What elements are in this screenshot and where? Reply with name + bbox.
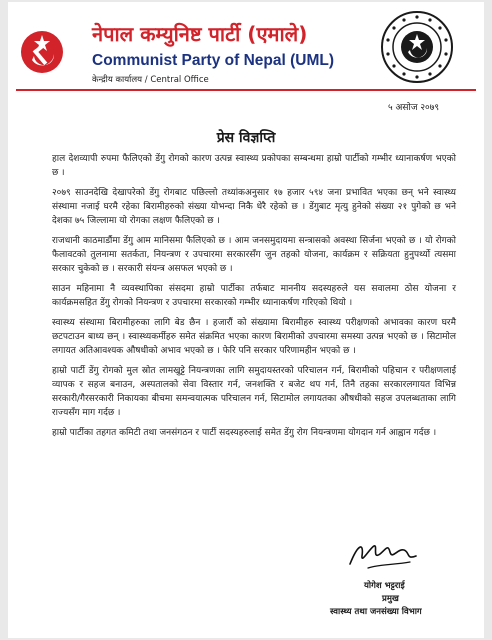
document-body [52, 152, 456, 446]
signatory-name: योगेश भट्टराई [364, 581, 405, 591]
body-paragraph: स्वास्थ्य संस्थामा बिरामीहरुका लागि बेड छैन । हजारौं को संख्यामा बिरामीहरु स्वास्थ्य परीक्षणको अभावका कारण घरमै छटपटाउन बाध्य छन् । स्वास्थ्यकर्मीहरु समेत संक्रमित भएका कारण बिरामीको उपचारमा समस्या उत्पन्न भएको छ । सिटामोल लगायत अतिआवश्यक औषधीको अभाव भएको छ । फेरि पनि सरकार परिणामहीन भएको छ । [52, 318, 456, 356]
document-title: प्रेस विज्ञप्ति [216, 130, 276, 146]
release-date: ५ असोज २०७९ [388, 103, 440, 113]
handwritten-signature [344, 534, 422, 574]
party-name-english: Communist Party of Nepal (UML) [92, 52, 334, 69]
body-paragraph: साउन महिनामा नै व्यवस्थापिका संसदमा हाम्रो पार्टीका तर्फबाट माननीय सदस्यहरुले यस सवालमा ठोस योजना र कार्यक्रमसहित डेंगु रोगको नियन्त्रण र उपचारमा सरकारको गम्भीर ध्यानाकर्षण गरिएको थियो । [52, 284, 456, 308]
hammer-sickle-star-icon [20, 30, 64, 74]
body-paragraph: राजधानी काठमाडौंमा डेंगु आम मानिसमा फैलिएको छ । आम जनसमुदायमा सन्त्रासको अवस्था सिर्जना भएको छ । यो रोगको फैलावटको तुलनामा सतर्कता, नियन्त्रण र उपचारमा सरकारसँग जुन तहको योजना, कार्यक्रम र सक्रियता हुनुपर्थ्यो त्यसमा सरकार चुकेको छ । सरकारी संयन्त्र असफल भएको छ । [52, 236, 456, 274]
office-label: केन्द्रीय कार्यालय / Central Office [92, 75, 209, 85]
body-paragraph: हाम्रो पार्टी डेंगु रोगको मुल स्रोत लामखुट्टे नियन्त्रणका लागि समुदायस्तरको परिचालन गर्न, बिरामीको पहिचान र परीक्षणलाई व्यापक र सहज बनाउन, अस्पतालको सेवा विस्तार गर्न, जनशक्ति र बजेट थप गर्न, तिनै तहका सरकारलगायत विभिन्न सरकारी/गैरसरकारी निकायका बीचमा समन्वयात्मक परिचालन गर्न, सिटामोल लगायतका औषधीको सहज उपलब्धताका लागि राज्यसँग माग गर्दछ । [52, 366, 456, 418]
signatory-department: स्वास्थ्य तथा जनसंख्या विभाग [330, 607, 422, 617]
body-paragraph: २०७९ साउनदेखि देखापरेको डेंगु रोगबाट पछिल्लो तथ्यांकअनुसार १७ हजार ५९४ जना प्रभावित भएका छन् भने स्वास्थ्य संस्थामा नजाई घरमै रहेका बिरामीहरुको संख्या योभन्दा निकै धेरै रहेको छ । डेंगुबाट मृत्यु हुनेको संख्या २१ पुगेको छ भने देशका ७५ जिल्लामा यो रोगका लक्षण फैलिएको छ । [52, 188, 456, 226]
party-seal-icon [380, 10, 454, 84]
header-divider [16, 89, 476, 91]
body-paragraph: हाल देशव्यापी रुपमा फैलिएको डेंगु रोगको कारण उत्पन्न स्वास्थ्य प्रकोपका सम्बन्धमा हाम्रो पार्टीको गम्भीर ध्यानाकर्षण भएको छ । [52, 154, 456, 178]
press-release-sheet [8, 2, 484, 638]
signatory-role: प्रमुख [382, 594, 399, 604]
party-name-nepali: नेपाल कम्युनिष्ट पार्टी (एमाले) [92, 22, 308, 46]
body-paragraph: हाम्रो पार्टीका तहगत कमिटी तथा जनसंगठन र पार्टी सदस्यहरुलाई समेत डेंगु रोग नियन्त्रणमा योगदान गर्न आह्वान गर्दछ । [52, 428, 437, 438]
